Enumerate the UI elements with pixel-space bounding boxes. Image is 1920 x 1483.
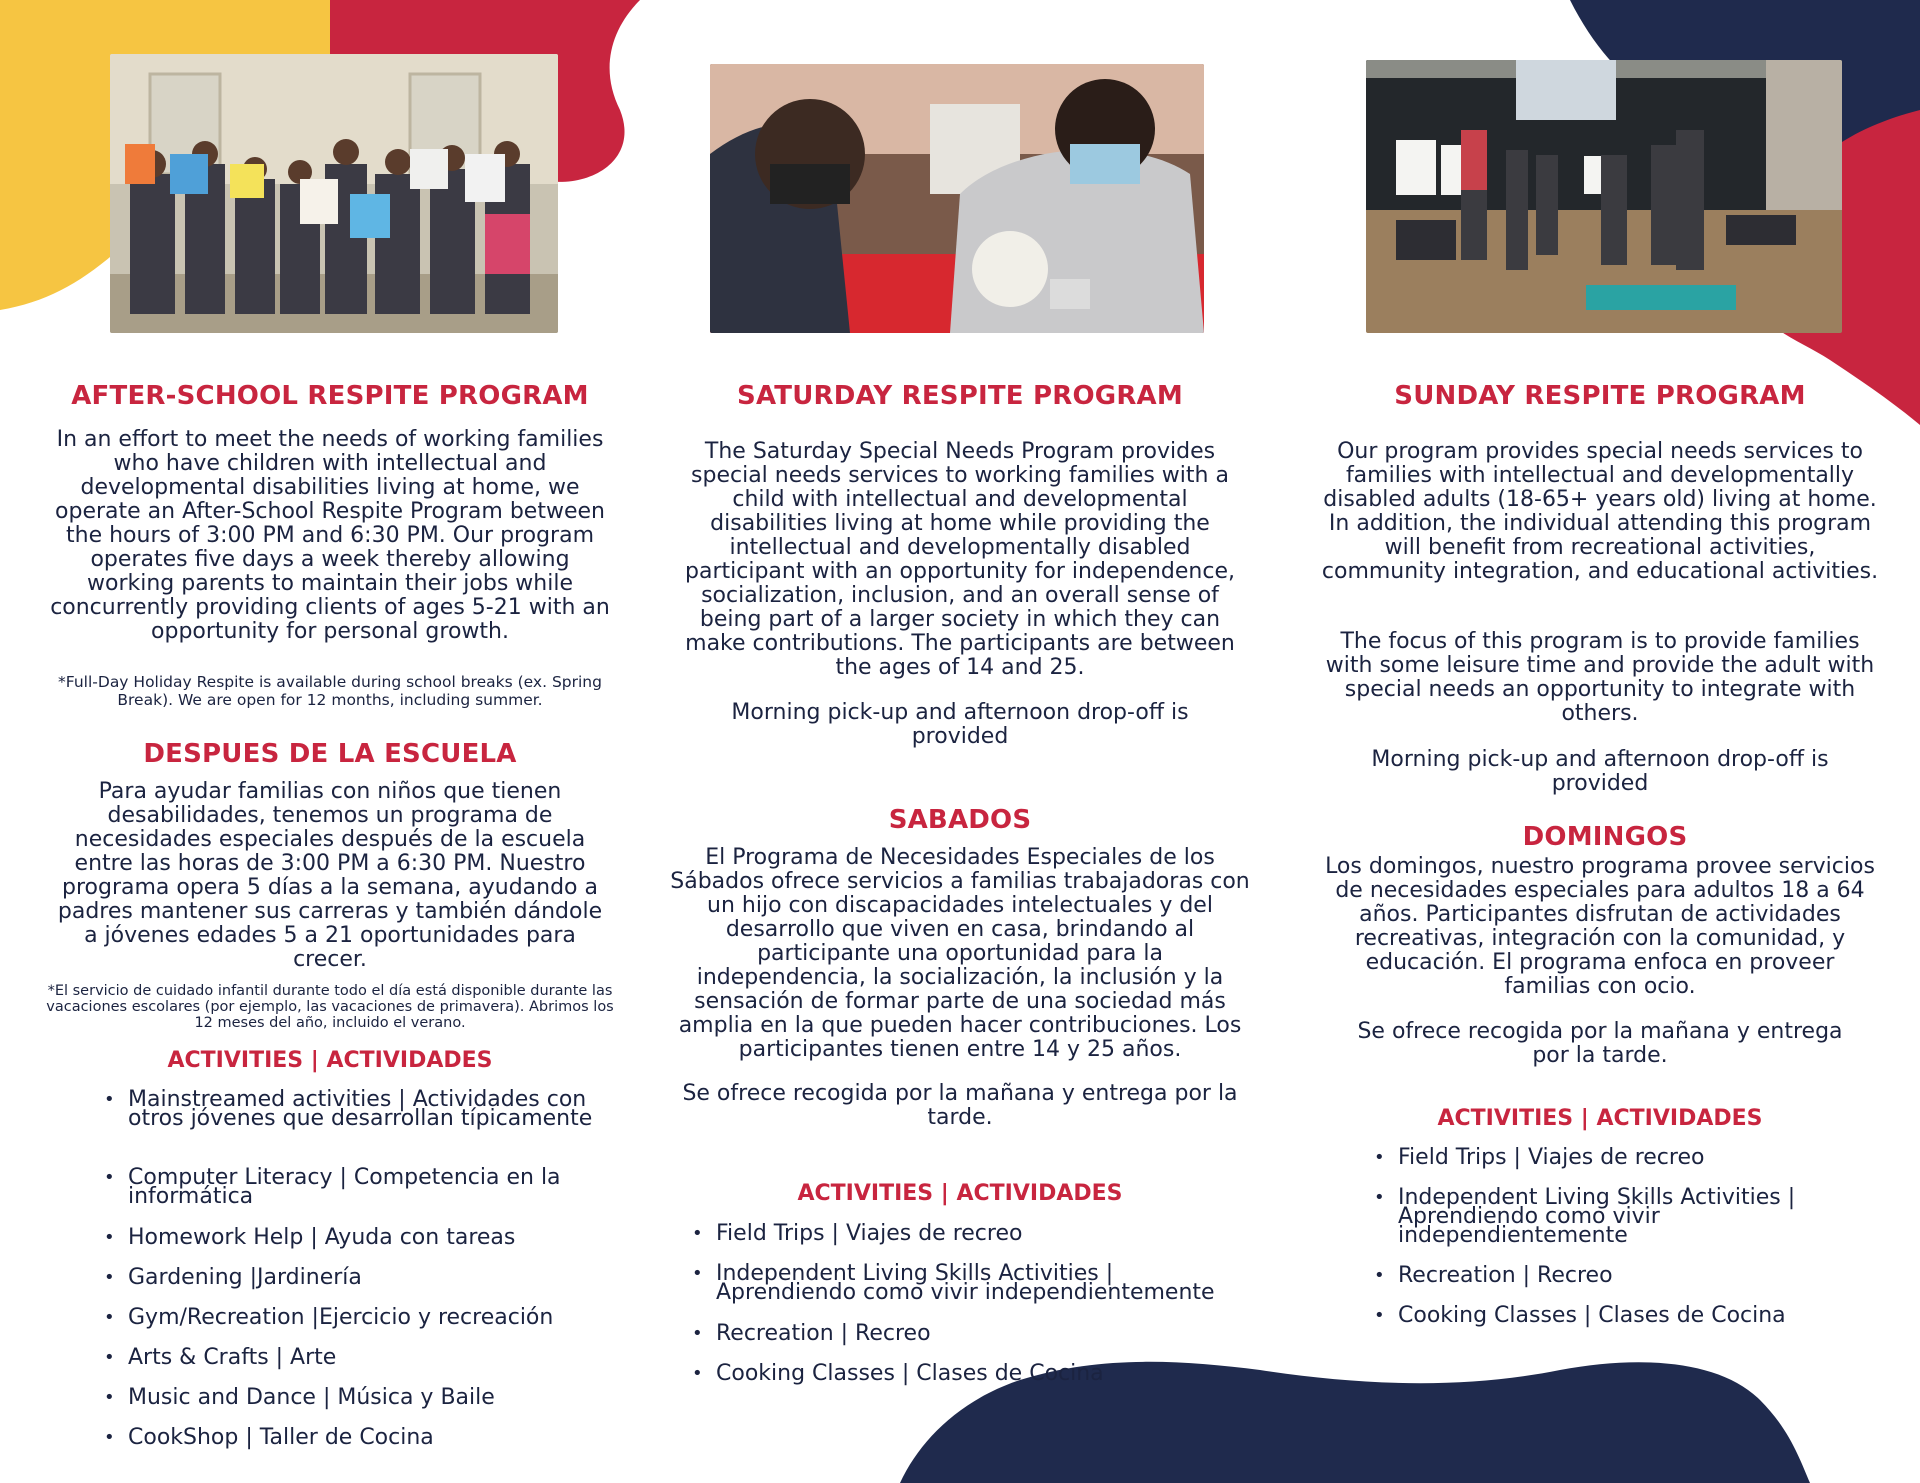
list-item: • Gym/Recreation |Ejercicio y recreación	[104, 1305, 554, 1330]
after-school-description: In an effort to meet the needs of working families who have children with intellectual and developmental disabilities living at home, we operate an After-School Respite Program between the hours of 3:00 PM and 6:30 PM. Our program operates five days a week thereby allowing working parents to maintain their jobs while concurrently providing clients of ages 5-21 with an opportunity for personal growth.	[50, 427, 610, 644]
list-item: • Mainstreamed activities | Actividades con otros jóvenes que desarrollan típicamente	[104, 1087, 593, 1131]
list-item: • Cooking Classes | Clases de Cocina	[692, 1361, 1104, 1386]
list-item: • Arts & Crafts | Arte	[104, 1345, 337, 1370]
bullet-icon: •	[692, 1263, 703, 1284]
despues-escuela-description: Para ayudar familias con niños que tienen desabilidades, tenemos un programa de necesidades especiales después de la escuela entre las horas de 3:00 PM a 6:30 PM. Nuestro programa opera 5 días a la semana, ayudando a padres mantener sus carreras y también dándole a jóvenes edades 5 a 21 oportunidades para crecer.	[57, 779, 603, 972]
bullet-icon: •	[692, 1323, 703, 1344]
saturday-activities-title: ACTIVITIES | ACTIVIDADES	[797, 1181, 1123, 1206]
servicio-cuidado-note: *El servicio de cuidado infantil durante todo el día está disponible durante las vacaciones escolares (por ejemplo, las vacaciones de primavera). Abrimos los 12 meses del año, incluido el verano.	[46, 983, 614, 1031]
bullet-icon: •	[104, 1267, 115, 1288]
sabados-pickup: Se ofrece recogida por la mañana y entrega por la tarde.	[682, 1081, 1238, 1130]
sunday-activities-title: ACTIVITIES | ACTIVIDADES	[1437, 1106, 1763, 1131]
list-item: • Recreation | Recreo	[692, 1321, 931, 1346]
list-item: • Music and Dance | Música y Baile	[104, 1385, 495, 1410]
bullet-icon: •	[692, 1223, 703, 1244]
saturday-pickup: Morning pick-up and afternoon drop-off is provided	[731, 700, 1189, 749]
bullet-icon: •	[104, 1427, 115, 1448]
despues-escuela-title: DESPUES DE LA ESCUELA	[143, 739, 517, 769]
domingos-title: DOMINGOS	[1522, 822, 1688, 852]
sunday-column	[1320, 0, 1880, 1483]
sunday-description: Our program provides special needs services to families with intellectual and developmentally disabled adults (18-65+ years old) living at home. In addition, the individual attending this program will benefit from recreational activities, community integration, and educational activities.	[1321, 439, 1879, 584]
list-item: • Homework Help | Ayuda con tareas	[104, 1225, 516, 1250]
bullet-icon: •	[104, 1347, 115, 1368]
bullet-icon: •	[1374, 1147, 1385, 1168]
bullet-icon: •	[104, 1089, 115, 1110]
list-item: • Independent Living Skills Activities | Aprendiendo como vivir independientemente	[1374, 1185, 1796, 1248]
list-item: • Field Trips | Viajes de recreo	[1374, 1145, 1705, 1170]
sunday-focus: The focus of this program is to provide families with some leisure time and provide the adult with special needs an opportunity to integrate with others.	[1325, 629, 1875, 726]
bullet-icon: •	[104, 1387, 115, 1408]
sabados-title: SABADOS	[888, 805, 1032, 835]
list-item: • CookShop | Taller de Cocina	[104, 1425, 434, 1450]
list-item: • Computer Literacy | Competencia en la informática	[104, 1165, 561, 1209]
list-item: • Field Trips | Viajes de recreo	[692, 1221, 1023, 1246]
bullet-icon: •	[1374, 1305, 1385, 1326]
list-item: • Recreation | Recreo	[1374, 1263, 1613, 1288]
list-item: • Gardening |Jardinería	[104, 1265, 362, 1290]
after-school-activities-title: ACTIVITIES | ACTIVIDADES	[167, 1048, 493, 1073]
after-school-column	[46, 0, 614, 1483]
bullet-icon: •	[104, 1167, 115, 1188]
saturday-column	[660, 0, 1260, 1483]
list-item: • Independent Living Skills Activities | Aprendiendo como vivir independientemente	[692, 1261, 1215, 1305]
domingos-description: Los domingos, nuestro programa provee servicios de necesidades especiales para adultos 18 a 64 años. Participantes disfrutan de actividades recreativas, integración con la comunidad, y educación. El programa enfoca en proveer familias con ocio.	[1325, 854, 1875, 999]
bullet-icon: •	[692, 1363, 703, 1384]
saturday-title: SATURDAY RESPITE PROGRAM	[737, 381, 1183, 411]
after-school-title: AFTER-SCHOOL RESPITE PROGRAM	[71, 381, 589, 411]
bullet-icon: •	[1374, 1187, 1385, 1208]
saturday-description: The Saturday Special Needs Program provides special needs services to working families with a child with intellectual and developmental disabilities living at home while providing the intellectual and developmentally disabled participant with an opportunity for independence, socialization, inclusion, and an overall sense of being part of a larger society in which they can make contributions. The participants are between the ages of 14 and 25.	[685, 439, 1235, 680]
list-item: • Cooking Classes | Clases de Cocina	[1374, 1303, 1786, 1328]
sabados-description: El Programa de Necesidades Especiales de los Sábados ofrece servicios a familias trabajadoras con un hijo con discapacidades intelectuales y del desarrollo que viven en casa, brindando al participante una oportunidad para la independencia, la socialización, la inclusión y la sensación de formar parte de una sociedad más amplia en la que pueden hacer contribuciones. Los participantes tienen entre 14 y 25 años.	[670, 845, 1250, 1062]
domingos-pickup: Se ofrece recogida por la mañana y entrega por la tarde.	[1357, 1019, 1843, 1068]
bullet-icon: •	[1374, 1265, 1385, 1286]
holiday-respite-note: *Full-Day Holiday Respite is available during school breaks (ex. Spring Break). We are open for 12 months, including summer.	[58, 673, 602, 709]
sunday-title: SUNDAY RESPITE PROGRAM	[1394, 381, 1806, 411]
bullet-icon: •	[104, 1307, 115, 1328]
bullet-icon: •	[104, 1227, 115, 1248]
sunday-pickup: Morning pick-up and afternoon drop-off is provided	[1371, 747, 1829, 796]
